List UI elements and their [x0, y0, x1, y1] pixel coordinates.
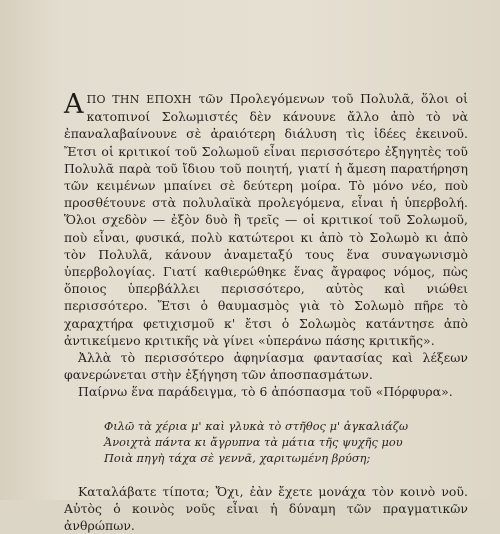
paragraph-1-text: τῶν Προλεγόμενων τοῦ Πολυλᾶ, ὅλοι οἱ κατοπινοί Σολωμιστές δὲν κάνουνε ἄλλο ἀπὸ τὸ νὰ ἐπαναλαβαίνουνε σὲ ἀραιότερη διάλυση τὶς ἰδέες ἐκεινοῦ. Ἔτσι οἱ κριτικοί τοῦ Σολωμοῦ εἶναι περισσότερο ἐξηγητὲς τοῦ Πολυλᾶ παρὰ τοῦ ἴδιου τοῦ ποιητή, γιατί ἡ ἄμεση παρατήρηση τῶν κειμένων μπαίνει σὲ δεύτερη μοίρα. Τὸ μόνο νέο, ποὺ προσθέτουνε στὰ πολυλαϊκὰ προλεγόμενα, εἶναι ἡ ὑπερβολή. Ὅλοι σχεδὸν — ἐξὸν δυὸ ἢ τρεῖς — οἱ κριτικοί τοῦ Σολωμοῦ, ποὺ εἶναι, φυσικά, πολὺ κατώτεροι κι ἀπὸ τὸ Σολωμὸ κι ἀπὸ τὸν Πολυλᾶ, κάνουν ἀναμεταξύ τους ἕνα συναγωνισμὸ ὑπερβολογίας. Γιατί καθιερώθηκε ἕνας ἄγραφος νόμος, πὼς ὅποιος ὑπερβάλλει περισσότερο, αὐτὸς καὶ νιώθει περισσότερο. Ἔτσι ὁ θαυμασμὸς γιὰ τὸ Σολωμὸ πῆρε τὸ χαραχτήρα φετιχισμοῦ κ' ἔτσι ὁ Σολωμὸς κατάντησε ἀπὸ ἀντικείμενο κριτικῆς νὰ γίνει «ὑπεράνω πάσης κριτικῆς». [64, 91, 468, 348]
poem-line: Ἀνοιχτὰ πάντα κι ἄγρυπνα τὰ μάτια τῆς ψυχῆς μου [104, 435, 403, 449]
paragraph-3: Παίρνω ἕνα παράδειγμα, τὸ 6 ἀπόσπασμα τοῦ «Πόρφυρα». [78, 384, 453, 400]
poem-line: Ποιὰ πηγὴ τάχα σὲ γεννᾶ, χαριτωμένη βρύση; [104, 451, 371, 465]
poem-line: Φιλῶ τὰ χέρια μ' καὶ γλυκὰ τὸ στῆθος μ' ἀγκαλιάζω [104, 419, 409, 433]
paragraph-2: Ἀλλὰ τὸ περισσότερο ἀφηνίασμα φαντασίας καὶ λέξεων φανερώνεται στὴν ἐξήγηση τῶν ἀποσπασμάτων. [64, 350, 468, 383]
paragraph-1 [64, 90, 468, 349]
drop-cap: Α [64, 89, 84, 120]
paragraph-4: Καταλάβατε τίποτα; Ὄχι, ἐὰν ἔχετε μονάχα τὸν κοινὸ νοῦ. Αὐτὸς ὁ κοινὸς νοῦς εἶναι ἡ δύναμη τῶν πραγματικῶν ἀνθρώπων. [64, 483, 468, 534]
page-text [64, 90, 468, 534]
opening-small-caps: ΠΟ ΤΗΝ ΕΠΟΧΗ [86, 93, 192, 106]
poem-quote [104, 419, 468, 467]
